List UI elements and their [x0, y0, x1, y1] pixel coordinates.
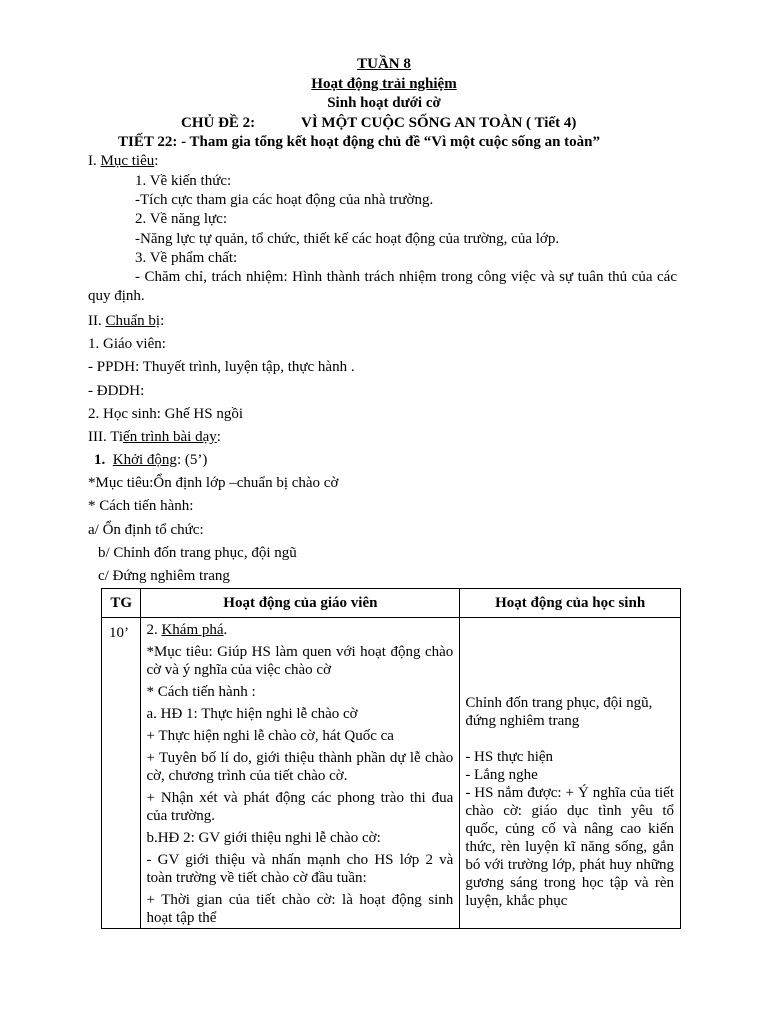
step-b: b/ Chỉnh đốn trang phục, đội ngũ: [98, 545, 297, 561]
header-student: Hoạt động của học sinh: [460, 589, 681, 618]
table-row: [102, 618, 681, 929]
activity-1-title: a. HĐ 1: Thực hiện nghi lễ chào cờ: [146, 706, 358, 722]
process-heading: III. Tiến trình bài dạy:: [88, 429, 221, 445]
skills-title: 2. Về năng lực:: [135, 211, 227, 227]
knowledge-text: -Tích cực tham gia các hoạt động của nhà trường.: [135, 192, 434, 208]
explore-title: 2. Khám phá.: [146, 622, 228, 638]
warmup-method: * Cách tiến hành:: [88, 498, 194, 514]
teacher-activity-cell: [141, 618, 460, 929]
activity-1-step-1: + Thực hiện nghi lễ chào cờ, hát Quốc ca: [146, 728, 394, 744]
student-activity-cell: [460, 618, 681, 929]
subject-title: Hoạt động trải nghiệm: [311, 76, 457, 92]
warmup-heading: 1. Khởi động: (5’): [94, 452, 208, 468]
warmup-goal: *Mục tiêu:Ổn định lớp –chuẩn bị chào cờ: [88, 475, 339, 491]
teacher-methods: - PPDH: Thuyết trình, luyện tập, thực hành .: [88, 359, 355, 375]
activity-1-step-2: + Tuyên bố lí do, giới thiệu thành phần dự lễ chào cờ, chương trình của tiết chào cờ.: [146, 750, 454, 784]
student-item-2: - HS thực hiện: [465, 749, 554, 765]
student-item-3: - Lắng nghe: [465, 767, 538, 783]
week-title: TUẦN 8: [357, 56, 411, 72]
student-prep: 2. Học sinh: Ghế HS ngồi: [88, 406, 243, 422]
explore-goal: *Mục tiêu: Giúp HS làm quen với hoạt động chào cờ và ý nghĩa của việc chào cờ: [146, 644, 454, 678]
activity-2-step-2: + Thời gian của tiết chào cờ: là hoạt động sinh hoạt tập thể: [146, 892, 454, 926]
topic-prefix: CHỦ ĐỀ 2:: [181, 115, 256, 131]
time-cell: 10’: [102, 618, 141, 929]
preparation-heading: II. Chuẩn bị:: [88, 313, 165, 329]
explore-method: * Cách tiến hành :: [146, 684, 256, 700]
step-a: a/ Ổn định tổ chức:: [88, 522, 204, 538]
spacer: [465, 730, 674, 748]
header-teacher: Hoạt động của giáo viên: [141, 589, 460, 618]
objectives-heading: I. Mục tiêu:: [88, 153, 159, 169]
knowledge-title: 1. Về kiến thức:: [135, 173, 232, 189]
student-item-4: - HS nắm được: + Ý nghĩa của tiết chào cờ: giáo dục tình yêu tổ quốc, củng cố và nâng cao kiến thức, rèn luyện kĩ năng sống, gắn bó với trường lớp, phát huy những gương sáng trong học tập và rèn luyện, khắc phục: [465, 785, 674, 909]
activity-2-title: b.HĐ 2: GV giới thiệu nghi lễ chào cờ:: [146, 830, 381, 846]
header-tg: TG: [102, 589, 141, 618]
lesson-title: TIẾT 22: - Tham gia tổng kết hoạt động chủ đề “Vì một cuộc sống an toàn”: [118, 134, 601, 150]
activity-1-step-3: + Nhận xét và phát động các phong trào thi đua của trường.: [146, 790, 454, 824]
teacher-equipment: - ĐDDH:: [88, 383, 145, 399]
quality-title: 3. Về phẩm chất:: [135, 250, 238, 266]
activity-2-step-1: - GV giới thiệu và nhấn mạnh cho HS lớp 2 và toàn trường về tiết chào cờ đầu tuần:: [146, 852, 454, 886]
table-header-row: [102, 589, 681, 618]
student-item-1: Chỉnh đốn trang phục, đội ngũ, đứng nghiêm trang: [465, 695, 653, 729]
skills-text: -Năng lực tự quản, tổ chức, thiết kế các hoạt động của trường, của lớp.: [135, 231, 560, 247]
quality-text: - Chăm chỉ, trách nhiệm: Hình thành trách nhiệm trong công việc và sự tuân thủ của các quy định.: [88, 269, 677, 304]
topic-title: VÌ MỘT CUỘC SỐNG AN TOÀN ( Tiết 4): [301, 115, 577, 131]
teacher-prep-title: 1. Giáo viên:: [88, 336, 166, 352]
activity-title: Sinh hoạt dưới cờ: [327, 95, 441, 111]
step-c: c/ Đứng nghiêm trang: [98, 568, 230, 584]
activity-table: [101, 588, 681, 929]
